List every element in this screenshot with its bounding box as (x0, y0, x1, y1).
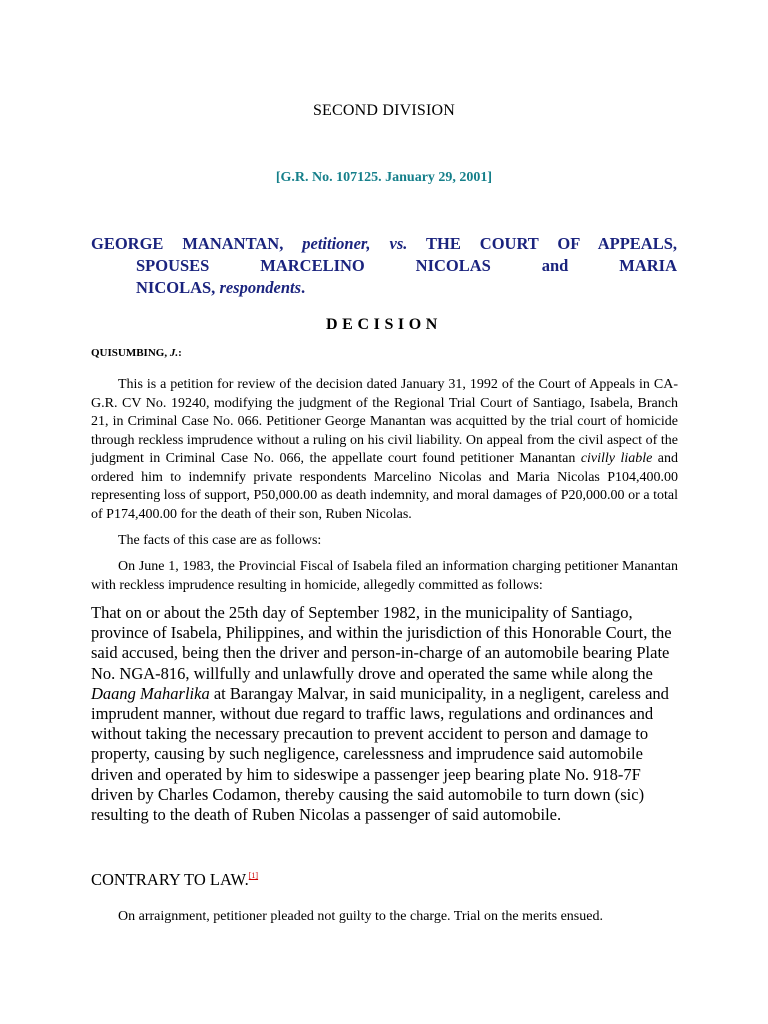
paragraph-information-text: On June 1, 1983, the Provincial Fiscal of Isabela filed an information charging petitioner Manantan with reckless imprudence resulting in homicide, allegedly committed as follows: (91, 559, 678, 593)
paragraph-petition-text: This is a petition for review of the decision dated January 31, 1992 of the Court of Appeals in CA-G.R. CV No. 19240, modifying the judgment of the Regional Trial Court of Santiago, Isabela, Branch 21, in Criminal Case No. 066. Petitioner George Manantan was acquitted by the trial court of homicide through reckless imprudence without a ruling on his civil liability. On appeal from the civil aspect of the judgment in Criminal Case No. 066, the appellate court found petitioner Manantan (91, 377, 678, 466)
respondents-line-a: THE COURT OF APPEALS, (426, 234, 678, 253)
petitioner-role: petitioner, (302, 234, 371, 253)
respondents-line-c: NICOLAS, (136, 278, 216, 297)
ponente-name: QUISUMBING, (91, 347, 168, 359)
parties-line-1 (91, 233, 677, 255)
division-heading: SECOND DIVISION (312, 102, 456, 119)
versus-label: vs. (389, 234, 408, 253)
ponente-colon: : (178, 347, 182, 359)
contrary-to-law (91, 870, 258, 890)
quote-text-rest: at Barangay Malvar, in said municipality, in a negligent, careless and imprudent manner, without due regard to traffic laws, regulations and ordinances and without taking the necessary precaution to prevent accident to person and damage to property, causing by such negligence, carelessness and imprudence said automobile driven and operated by him to sideswipe a passenger jeep bearing plate No. 918-7F driven by Charles Codamon, thereby causing the said automobile to turn down (sic) resulting to the death of Ruben Nicolas a passenger of said automobile. (91, 683, 669, 825)
parties-line-2: SPOUSES MARCELINO NICOLAS and MARIA (136, 256, 677, 275)
case-parties (91, 233, 677, 299)
paragraph-facts-intro (91, 532, 678, 551)
information-quote (91, 603, 681, 825)
case-reference: [G.R. No. 107125. January 29, 2001] (275, 170, 493, 185)
paragraph-information (91, 558, 678, 595)
civilly-liable-emphasis: civilly liable (580, 451, 653, 466)
paragraph-arraignment: On arraignment, petitioner pleaded not guilty to the charge. Trial on the merits ensued. (118, 909, 603, 924)
decision-title: DECISION (326, 316, 442, 333)
footnote-link[interactable]: [1] (248, 871, 259, 880)
parties-end-period: . (301, 278, 306, 297)
paragraph-facts-intro-text: The facts of this case are as follows: (118, 533, 322, 548)
daang-maharlika-emphasis: Daang Maharlika (91, 683, 210, 703)
contrary-to-law-text: CONTRARY TO LAW. (91, 870, 249, 889)
ponente-title: J. (169, 347, 179, 359)
parties-line-3 (91, 277, 677, 299)
quote-text: That on or about the 25th day of September 1982, in the municipality of Santiago, province of Isabela, Philippines, and within the jurisdiction of this Honorable Court, the said accused, being then the driver and person-in-charge of an automobile bearing Plate No. NGA-816, willfully and unlawfully drove and operated the same while along the (91, 603, 672, 683)
respondents-role: respondents (219, 278, 302, 297)
paragraph-petition-rest: and ordered him to indemnify private respondents Marcelino Nicolas and Maria Nicolas P104,400.00 representing loss of support, P50,000.00 as death indemnity, and moral damages of P20,000.00 or a total of P174,400.00 for the death of their son, Ruben Nicolas. (91, 451, 678, 522)
ponente (91, 347, 182, 359)
paragraph-petition (91, 376, 678, 524)
petitioner-name: GEORGE MANANTAN, (91, 234, 284, 253)
